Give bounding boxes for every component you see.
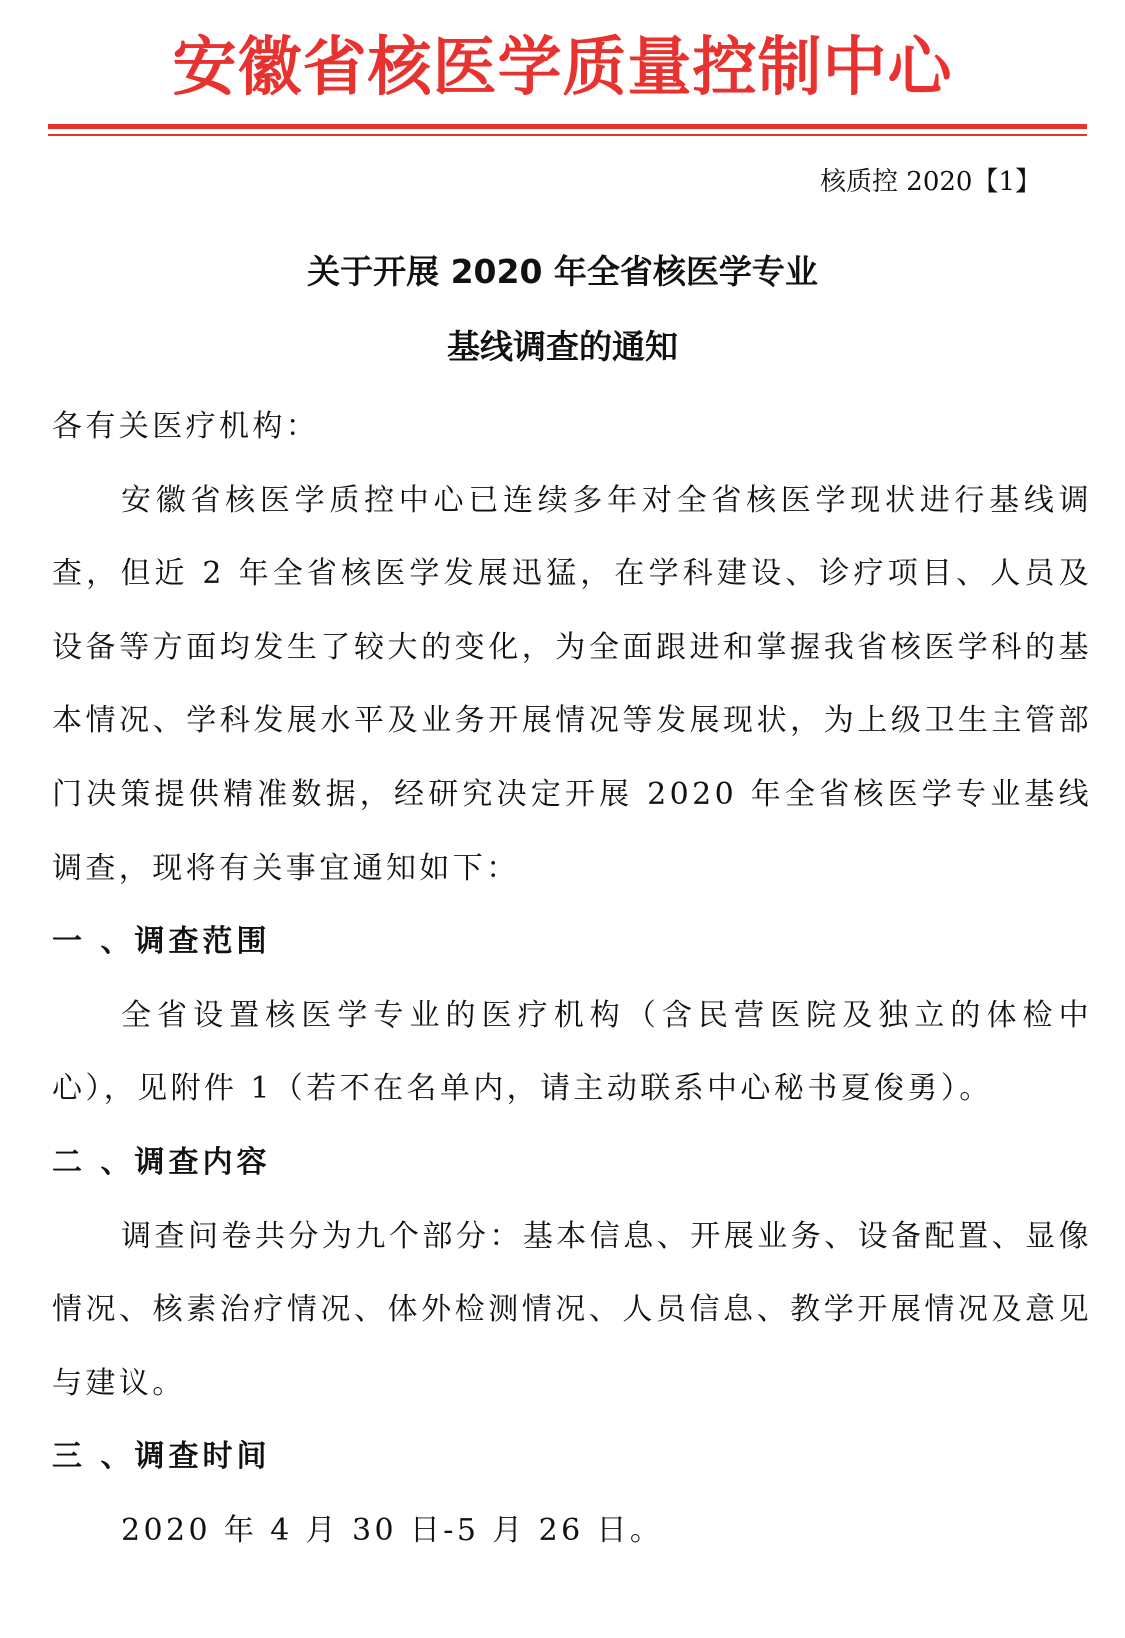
doc-title-line2: 基线调查的通知 bbox=[447, 327, 678, 366]
intro-paragraph: 安徽省核医学质控中心已连续多年对全省核医学现状进行基线调查，但近 2 年全省核医学发展迅猛，在学科建设、诊疗项目、人员及设备等方面均发生了较大的变化，为全面跟进和掌握我省核医学科的基本情况、学科发展水平及业务开展情况等发展现状，为上级卫生主管部门决策提供精准数据，经研究决定开展 2020 年全省核医学专业基线调查，现将有关事宜通知如下： bbox=[52, 482, 1092, 886]
doc-title-line1: 关于开展 2020 年全省核医学专业 bbox=[307, 252, 818, 291]
document-body bbox=[52, 390, 1092, 1568]
section-heading-time: 三 、调查时间 bbox=[52, 1439, 271, 1475]
document-number: 核质控 2020【1】 bbox=[820, 167, 1041, 197]
org-masthead: 安徽省核医学质量控制中心 bbox=[172, 31, 953, 105]
section-text-time: 2020 年 4 月 30 日-5 月 26 日。 bbox=[121, 1512, 664, 1548]
section-heading-content: 二 、调查内容 bbox=[52, 1144, 271, 1180]
section-heading-scope: 一 、调查范围 bbox=[52, 924, 271, 960]
section-text-scope: 全省设置核医学专业的医疗机构（含民营医院及独立的体检中心），见附件 1（若不在名单内，请主动联系中心秘书夏俊勇）。 bbox=[52, 997, 1092, 1107]
salutation: 各有关医疗机构： bbox=[52, 409, 320, 444]
section-text-content: 调查问卷共分为九个部分：基本信息、开展业务、设备配置、显像情况、核素治疗情况、体外检测情况、人员信息、教学开展情况及意见与建议。 bbox=[52, 1218, 1092, 1401]
header-rule-thin bbox=[48, 134, 1087, 136]
header-rule-thick bbox=[48, 124, 1087, 129]
